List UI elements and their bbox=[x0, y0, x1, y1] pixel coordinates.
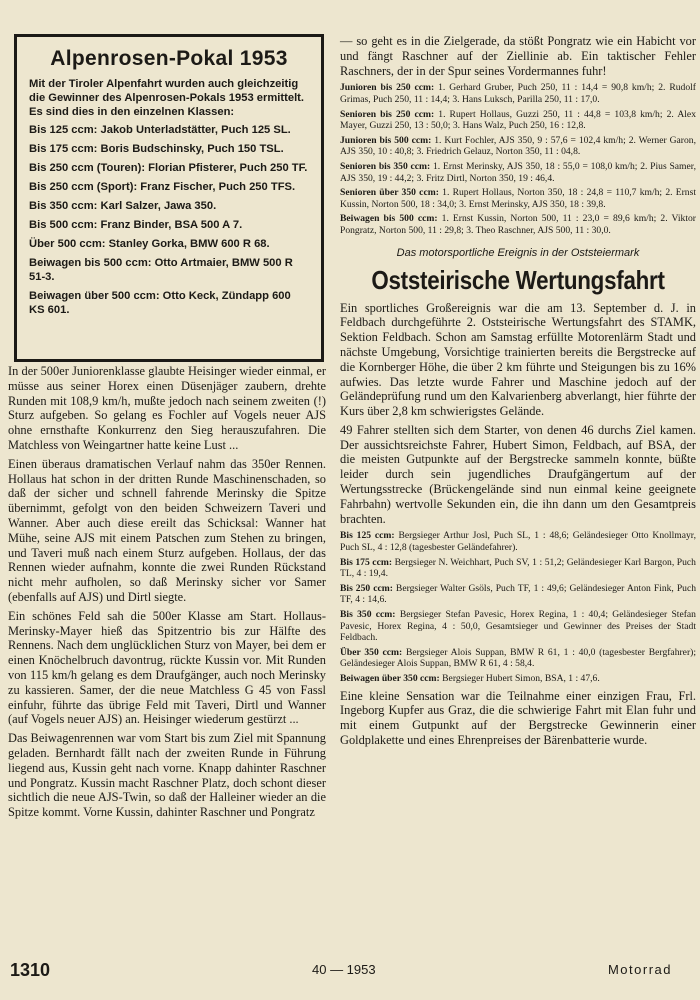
box-title: Alpenrosen-Pokal 1953 bbox=[50, 47, 288, 70]
box-result: Über 500 ccm: Stanley Gorka, BMW 600 R 68. bbox=[29, 238, 270, 250]
box-result: Beiwagen bis 500 ccm: Otto Artmaier, BMW 500 R 51-3. bbox=[29, 257, 293, 283]
result-class: Junioren bis 500 ccm: bbox=[340, 134, 432, 146]
result-text: 1. Ernst Kussin, Norton 500, 11 : 23,0 = 89,6 km/h; 2. Viktor Pongratz, Norton 500, 11 : 29,8; 3. Theo Raschner, AJS 500, 11 : 30,0. bbox=[340, 213, 696, 236]
result-entry bbox=[340, 557, 696, 580]
box-result: Beiwagen über 500 ccm: Otto Keck, Zündapp 600 KS 601. bbox=[29, 290, 291, 316]
result-text: Bergsieger Stefan Pavesic, Horex Regina, 1 : 40,4; Geländesieger Stefan Pavesic, Horex Regina, 4 : 50,0, Gesamtsieger und Gewinner des Preises der Stadt Feldbach. bbox=[340, 609, 696, 644]
result-entry bbox=[340, 530, 696, 553]
issue-label: 40 — 1953 bbox=[312, 962, 376, 977]
magazine-name: Motorrad bbox=[607, 962, 672, 977]
result-entry bbox=[340, 673, 696, 685]
result-class: Bis 175 ccm: bbox=[340, 556, 393, 568]
result-entry bbox=[340, 135, 696, 158]
paragraph: Ein sportliches Großereignis war die am 13. September d. J. in Feldbach durchgeführte 2. Oststeirische Wertungsfahrt des STAMK, Sektion Feldbach. Schon am Samstag erfüllte Motorenlärm Stadt und nächste Umgebung, Vorsichtige trainierten bereits die Bergstrecke auf die Kornberger Höhe, die über 2 km führte und Steigungen bis zu 16% aufwies. Das letzte wurde Fahrer und Maschine jedoch auf der Geländeprüfung rund um den Kalvarienberg abverlangt, hier führte der Kurs über 2,8 km schwierigstes Gelände. bbox=[340, 300, 696, 419]
result-class: Senioren bis 250 ccm: bbox=[340, 108, 435, 120]
result-text: 1. Kurt Fochler, AJS 350, 9 : 57,6 = 102,4 km/h; 2. Werner Garon, AJS 350, 10 : 40,8; 3. Friedrich Gelauz, Norton 350, 11 : 04,8. bbox=[340, 134, 696, 158]
box-result: Bis 125 ccm: Jakob Unterladstätter, Puch 125 SL. bbox=[29, 124, 291, 136]
race-results bbox=[340, 82, 696, 236]
result-entry bbox=[340, 583, 696, 606]
result-entry bbox=[340, 213, 696, 236]
page-number: 1310 bbox=[10, 960, 51, 980]
result-text: 1. Rupert Hollaus, Norton 350, 18 : 24,8 = 110,7 km/h; 2. Ernst Kussin, Norton 500, 18 : 34,0; 3. Ernst Merinsky, AJS 350, 18 : 39,8. bbox=[340, 187, 697, 210]
paragraph: Eine kleine Sensation war die Teilnahme einer einzigen Frau, Frl. Ingeborg Kupfer aus Graz, die die schwierige Fahrt mit Elan fuhr und mit einem Gutpunkt auf der Bergstrecke Gewinnerin einer Goldplakette und eines Ehrenpreises der Bärenbatterie wurde. bbox=[340, 688, 696, 747]
result-text: 1. Gerhard Gruber, Puch 250, 11 : 14,4 = 90,8 km/h; 2. Rudolf Grimas, Puch 250, 11 : 14,4; 3. Hans Luksch, Parilla 250, 11 : 17,0. bbox=[340, 82, 696, 105]
result-text: Bergsieger Arthur Josl, Puch SL, 1 : 48,6; Geländesieger Otto Knollmayr, Puch SL, 4 : 12,8 (tagesbester Geländefahrer). bbox=[340, 530, 696, 554]
result-class: Bis 350 ccm: bbox=[340, 609, 396, 621]
result-class: Beiwagen bis 500 ccm: bbox=[340, 213, 438, 225]
paragraph: Das Beiwagenrennen war vom Start bis zum Ziel mit Spannung geladen. Bernhardt fällt nach der zweiten Runde in Führung liegend aus, Kussin geht nach vorne. Knapp dahinter Raschner und Pongratz. Kussin macht Raschner Platz, doch schont dieser sichtlich die neue AJS-Twin, so daß der Halleiner wieder an die Spitze kommt. Vorne Kussin, dahinter Raschner und Pongratz bbox=[8, 731, 326, 820]
result-class: Über 350 ccm: bbox=[340, 646, 403, 658]
result-class: Bis 250 ccm: bbox=[340, 582, 393, 594]
result-text: Bergsieger Walter Gsöls, Puch TF, 1 : 49,6; Geländesieger Anton Fink, Puch TF, 4 : 14,6. bbox=[340, 582, 697, 606]
box-result: Bis 500 ccm: Franz Binder, BSA 500 A 7. bbox=[29, 219, 243, 231]
paragraph: Einen überaus dramatischen Verlauf nahm das 350er Rennen. Hollaus hat schon in der dritten Runde Maschinenschaden, so daß der sicher und schnell fahrende Merinsky die Spitze übernimmt, gefolgt von den beiden Schweizern Taveri und Wanner. Aber auch diese ereilt das Schicksal: Wanner hat Mühe, seine AJS mit einem Patschen zum Stehen zu bringen, und Taveri muß nach einem Sturz aufgeben. Hollaus, der das Rennen wieder aufnahm, konnte die zwei Runden Rückstand nicht mehr aufholen, so daß Merinsky sicher vor Samer (ebenfalls auf AJS) und Dirtl siegte. bbox=[8, 456, 326, 604]
result-entry bbox=[340, 187, 696, 210]
alpenrosen-pokal-box bbox=[14, 34, 324, 362]
result-class: Senioren bis 350 ccm: bbox=[340, 160, 431, 172]
wertungsfahrt-results bbox=[340, 530, 696, 684]
paragraph: — so geht es in die Zielgerade, da stößt Pongratz wie ein Habicht vor und fängt Raschner auf der Ziellinie ab. Ein taktischer Fehler Raschners, der in der Spur seines Vordermannes fuhr! bbox=[340, 34, 696, 78]
box-result: Bis 175 ccm: Boris Budschinsky, Puch 150 TSL. bbox=[29, 143, 284, 155]
box-result: Bis 350 ccm: Karl Salzer, Jawa 350. bbox=[29, 200, 217, 212]
page-footer bbox=[0, 958, 700, 988]
result-text: Bergsieger Alois Suppan, BMW R 61, 1 : 40,0 (tagesbester Bergfahrer); Geländesieger Alois Suppan, BMW R 61, 4 : 58,4. bbox=[340, 646, 697, 670]
result-entry bbox=[340, 82, 696, 105]
result-text: Bergsieger Hubert Simon, BSA, 1 : 47,6. bbox=[442, 673, 600, 684]
result-class: Junioren bis 250 ccm: bbox=[340, 82, 435, 94]
left-article-body bbox=[8, 364, 326, 824]
paragraph: 49 Fahrer stellten sich dem Starter, von denen 46 durchs Ziel kamen. Der aussichtsreichste Fahrer, Hubert Simon, Feldbach, auf BSA, der die meisten Gutpunkte auf der Bergstrecke sammeln konnte, büßte leider durch sein jugendliches Draufgängertum auf der Wertungsstrecke (Brückengelände sind nun einmal keine geeignete Fahrbahn) wertvolle Sekunden ein, die ihn dann um den Gesamtpreis brachten. bbox=[340, 422, 696, 526]
result-entry bbox=[340, 161, 696, 184]
result-class: Beiwagen über 350 ccm: bbox=[340, 673, 440, 684]
paragraph: Ein schönes Feld sah die 500er Klasse am Start. Hollaus-Merinsky-Mayer hieß das Spitzentrio bis zur Hälfte des Rennens. Nach dem unglücklichen Sturz von Mayer, bei dem er einen Knöchelbruch davontrug, rückte Kussin vor. Mit Runden von 115 km/h gelang es dem Draufgänger, auch noch Merinsky zu kassieren. Samer, der die neue Matchless G 45 von Fassl einfuhr, führte das übrige Feld mit Taveri, Dirtl und Wanner (auf Vogels neuer AJS) an. Heisinger wiederum gestürzt ... bbox=[8, 608, 326, 727]
box-result: Bis 250 ccm (Sport): Franz Fischer, Puch 250 TFS. bbox=[29, 181, 296, 193]
result-text: Bergsieger N. Weichhart, Puch SV, 1 : 51,2; Geländesieger Karl Bargon, Puch TL, 4 : 19,4. bbox=[340, 556, 696, 580]
result-class: Senioren über 350 ccm: bbox=[340, 187, 439, 199]
result-text: 1. Rupert Hollaus, Guzzi 250, 11 : 44,8 = 103,8 km/h; 2. Alex Mayer, Guzzi 250, 13 : 50,0; 3. Hans Walz, Puch 250, 16 : 12,8. bbox=[340, 108, 696, 132]
box-result: Bis 250 ccm (Touren): Florian Pfisterer, Puch 250 TF. bbox=[29, 162, 308, 174]
result-entry bbox=[340, 109, 696, 132]
article-kicker: Das motorsportliche Ereignis in der Oststeiermark bbox=[396, 246, 640, 259]
result-class: Bis 125 ccm: bbox=[340, 530, 395, 542]
result-text: 1. Ernst Merinsky, AJS 350, 18 : 55,0 = 108,0 km/h; 2. Pius Samer, AJS 350, 19 : 44,2; 3. Fritz Dirtl, Norton 350, 19 : 46,4. bbox=[340, 160, 696, 184]
paragraph: In der 500er Juniorenklasse glaubte Heisinger wieder einmal, er müsse aus seiner Horex einen Düsenjäger zaubern, drehte Runden mit 108,9 km/h, mußte jedoch nach seinem zweiten (!) Sturz aufgeben. So gelang es Fochler auf Vogels neuer AJS ohne ernsthafte Konkurrenz den Sieg herauszufahren. Die Matchless von Weingartner hatte keine Lust ... bbox=[8, 364, 326, 452]
article-headline: Oststeirische Wertungsfahrt bbox=[371, 264, 665, 295]
box-intro: Mit der Tiroler Alpenfahrt wurden auch gleichzeitig die Gewinner des Alpenrosen-Pokals 1953 ermittelt. Es sind dies in den einzelnen Klassen: bbox=[29, 78, 305, 118]
result-entry bbox=[340, 647, 696, 670]
right-column bbox=[340, 0, 696, 752]
result-entry bbox=[340, 609, 696, 644]
